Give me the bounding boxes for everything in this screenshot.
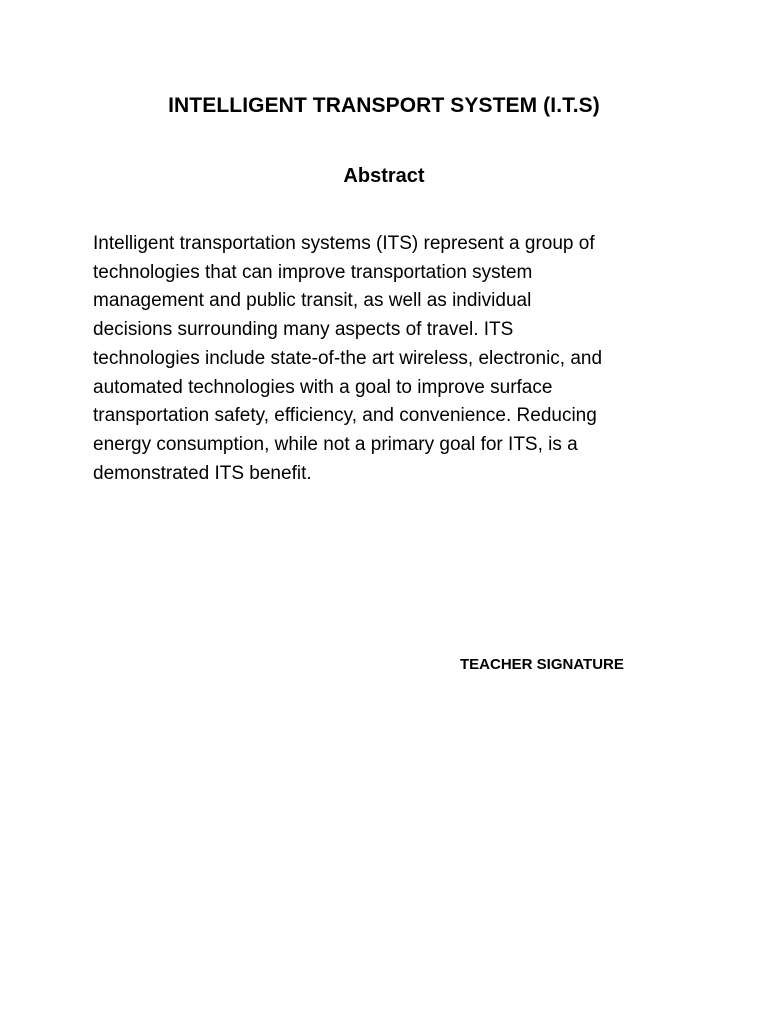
- section-heading-abstract: Abstract: [343, 165, 425, 187]
- abstract-line: management and public transit, as well as individual: [93, 290, 532, 312]
- abstract-line: automated technologies with a goal to improve surface: [93, 376, 553, 398]
- abstract-paragraph: [93, 230, 693, 488]
- abstract-line: energy consumption, while not a primary goal for ITS, is a: [93, 433, 578, 455]
- teacher-signature-label: TEACHER SIGNATURE: [460, 656, 624, 673]
- abstract-line: technologies include state-of-the art wireless, electronic, and: [93, 347, 603, 369]
- abstract-line: Intelligent transportation systems (ITS) represent a group of: [93, 233, 595, 254]
- abstract-line: decisions surrounding many aspects of travel. ITS: [93, 319, 514, 341]
- document-title: INTELLIGENT TRANSPORT SYSTEM (I.T.S): [168, 94, 600, 117]
- abstract-line: demonstrated ITS benefit.: [93, 462, 312, 484]
- abstract-line: technologies that can improve transportation system: [93, 261, 533, 283]
- abstract-line: transportation safety, efficiency, and convenience. Reducing: [93, 405, 597, 427]
